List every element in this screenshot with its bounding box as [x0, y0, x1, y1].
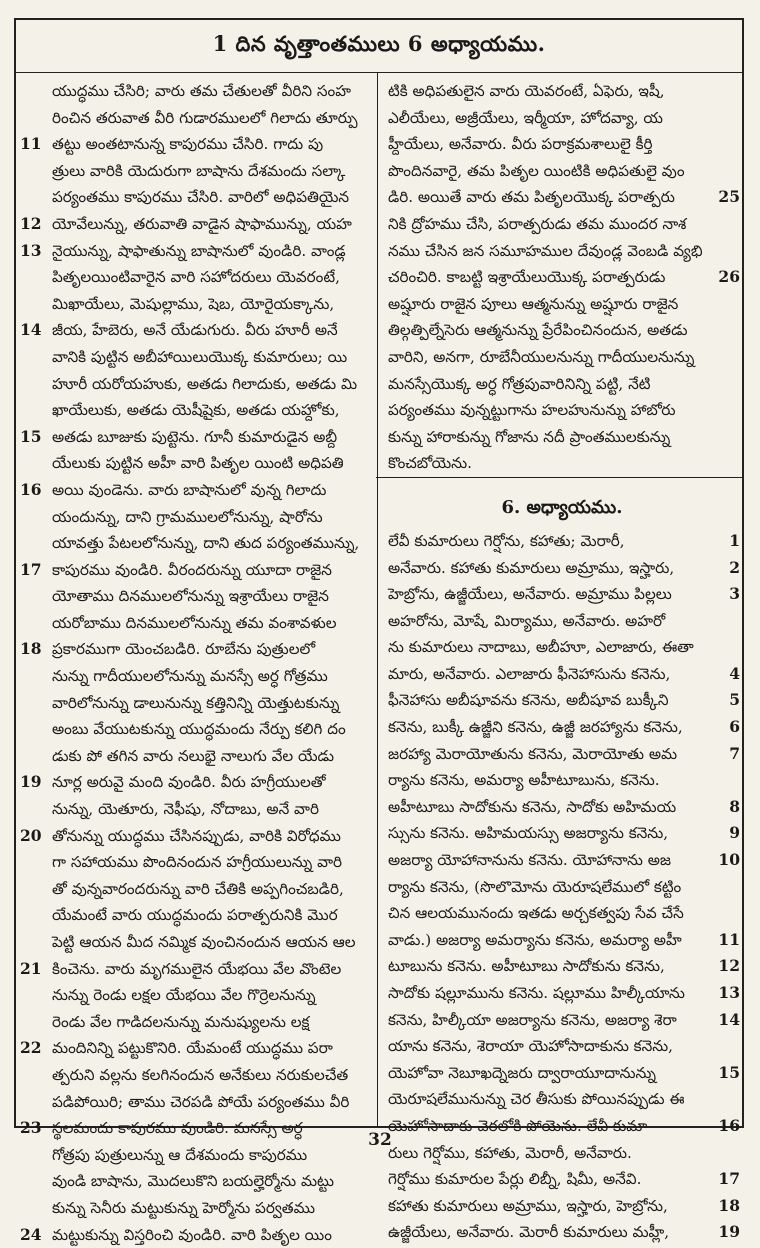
line-text: రులు గెర్షోము, కహాతు, మెరారీ, అనేవారు. [388, 1143, 632, 1162]
line-text: యెహోసాదాకు చెరలోకి పోయెను. లేవీ కుమా [388, 1116, 648, 1135]
text-line [18, 344, 374, 371]
text-line [18, 184, 374, 211]
verse-number: 9 [729, 823, 740, 843]
line-text: స్థలమందు కాపురము వుండిరి. మనస్సే అర్ధ [52, 1119, 303, 1138]
section-rule [376, 477, 742, 488]
line-text: అయి వుండెను. వారు బాషానులో వున్న గిలాదు [52, 480, 327, 499]
text-line [382, 211, 742, 238]
text-line [18, 450, 374, 477]
line-text: నున్ను రెండు లక్షల యేభయి వేల గొర్రెలనున్ను [52, 986, 316, 1005]
text-line [382, 953, 742, 980]
page-header [16, 20, 742, 73]
verse-number: 10 [718, 850, 740, 870]
verse-number: 7 [729, 743, 740, 763]
line-text: కించెను. వారు మృగములైన యేభయి వేల వొంటెల [52, 959, 342, 978]
text-line [18, 796, 374, 823]
page-number: 32 [368, 1130, 392, 1150]
verse-number: 26 [718, 267, 740, 287]
line-text: జీయ, హేబెరు, అనే యేడుగురు. వీరు హూరీ అనే [52, 321, 338, 340]
verse-number: 16 [20, 479, 42, 499]
line-text: హెబ్రోను, ఉజ్జీయేలు, అనేవారు. అమ్రాము పిల్లలు [388, 585, 672, 604]
line-text: గోత్రపు పుత్రులున్ను ఆ దేశమందు కాపురము [52, 1145, 308, 1164]
line-text: వారిని, అనగా, రూబేనీయులనున్ను గాదీయులనున్ను [388, 347, 695, 366]
verse-number: 18 [20, 639, 42, 659]
verse-number: 20 [20, 825, 42, 845]
line-text: నికి ద్రోహము చేసి, పరాత్పరుడు తమ ముందర నాశ [388, 214, 687, 233]
verse-number: 25 [718, 187, 740, 207]
line-text: హూరీ యరోయహుకు, అతడు గిలాదుకు, అతడు మి [52, 374, 358, 393]
verse-number: 2 [729, 557, 740, 577]
text-line [382, 371, 742, 398]
line-text: యాను కనెను, శెరాయా యెహోసాదాకును కనెను, [388, 1037, 673, 1056]
text-line [382, 1007, 742, 1034]
line-text: డుకు పో తగిన వారు నలుభై నాలుగు వేల యేడు [52, 746, 335, 765]
text-line [382, 1166, 742, 1193]
line-text: కొంచబోయెను. [388, 454, 472, 473]
line-text: యోతాము దినములలోనున్ను ఇశ్రాయేలు రాజైన [52, 587, 329, 606]
line-text: నము చేసిన జన సమూహముల దేవుండ్ల వెంబడి వ్యభి [388, 241, 703, 260]
line-text: కహాతు కుమారులు అమ్రాము, ఇస్హారు, హెబ్రోను, [388, 1196, 668, 1215]
text-line [18, 1035, 374, 1062]
line-text: మారు, అనేవారు. ఎలాజారు ఫీనెహాసును కనెను, [388, 664, 671, 683]
text-line [18, 158, 374, 185]
text-line [382, 424, 742, 451]
line-text: నున్ను, యెతూరు, నెఫీషు, నోదాబు, అనే వారి [52, 800, 319, 819]
line-text: యందున్ను, దాని గ్రామములలోనున్ను, షారోను [52, 507, 323, 526]
verse-number: 8 [729, 796, 740, 816]
line-text: యరోబాము దినములలోనున్ను తమ వంశావళుల [52, 613, 337, 632]
line-text: యెరూషలేమునున్ను చెర తీసుకు పోయినప్పుడు ఈ [388, 1090, 685, 1109]
verse-number: 12 [20, 213, 42, 233]
line-text: కనెను, హిల్కీయా అజర్యాను కనెను, అజర్యా శెరా [388, 1010, 677, 1029]
text-line [382, 105, 742, 132]
verse-number: 4 [729, 663, 740, 683]
text-line [382, 714, 742, 741]
line-text: నైయున్ను, షాఫాతున్ను బాషానులో వుండిరి. వాండ్ల [52, 241, 346, 260]
text-line [382, 131, 742, 158]
text-line [382, 1219, 742, 1246]
text-line [18, 1089, 374, 1116]
line-text: ప్రకారముగా యెంచబడిరి. రూబేను పుత్రులలో [52, 640, 316, 659]
line-text: యెహోవా నెబూఖద్నెజరు ద్వారాయూదానున్ను [388, 1063, 657, 1082]
text-line [382, 634, 742, 661]
line-text: యుద్ధము చేసిరి; వారు తమ చేతులతో వీరిని సంహ [52, 82, 351, 100]
text-line [382, 184, 742, 211]
text-line [382, 397, 742, 424]
text-line [382, 820, 742, 847]
text-line [382, 317, 742, 344]
text-line [18, 769, 374, 796]
text-line [18, 743, 374, 770]
line-text: యేమంటే వారు యుద్ధమందు పరాత్పరునికి మొర [52, 906, 338, 925]
text-line [382, 1086, 742, 1113]
line-text: పెట్టి ఆయన మీద నమ్మిక వుంచినందున ఆయన ఆల [52, 933, 356, 951]
line-text: నూర్ల అరువై మంది వుండిరి. వీరు హగ్రీయులతో [52, 773, 326, 792]
line-text: రించిన తరువాత వీరి గుడారములలో గిలాదు తూర్పు [52, 108, 358, 127]
line-text: మందినిన్ని పట్టుకొనిరి. యేమంటే యుద్ధము పరా [52, 1039, 333, 1058]
text-line [382, 661, 742, 688]
text-line [382, 78, 742, 105]
verse-number: 6 [729, 717, 740, 737]
text-line [18, 690, 374, 717]
line-text: కనెను, బుక్కీ ఉజ్జీని కనెను, ఉజ్జీ జరహ్యాను కనెను, [388, 718, 683, 737]
text-line [382, 741, 742, 768]
text-line [18, 716, 374, 743]
verse-number: 11 [718, 929, 740, 949]
verse-number: 5 [729, 690, 740, 710]
line-text: ను కుమారులు నాదాబు, అబీహూ, ఎలాజారు, ఈతా [388, 638, 694, 657]
line-text: త్పరుని వల్లను కలగినందున అనేకులు నరుకులచేత [52, 1065, 349, 1084]
text-line [382, 158, 742, 185]
line-text: తో వున్నవారందరున్ను వారి చేతికి అప్పగించబడిరి, [52, 879, 344, 898]
line-text: గా సహాయము పొందినందున హగ్రీయులున్ను వారి [52, 853, 342, 872]
text-line [18, 264, 374, 291]
chapter-heading: 6. అధ్యాయము. [501, 496, 623, 518]
line-text: వాడు.) అజర్యా అమర్యాను కనెను, అమర్యా అహీ [388, 930, 682, 949]
verse-number: 14 [718, 1009, 740, 1029]
line-text: వానికి పుట్టిన అబీహాయిలుయొక్క కుమారులు; యి [52, 347, 348, 366]
text-line [18, 1009, 374, 1036]
line-text: వారిలోనున్ను డాలునున్ను కత్తినిన్ని యెత్తుటకున్ను [52, 693, 340, 712]
text-line [382, 900, 742, 927]
line-text: పొందినవారై, తమ పితృల యింటికి అధిపతులై వుం [388, 161, 685, 180]
line-text: ర్యాను కనెను, (సొలొమోను యెరూషలేములో కట్టిం [388, 877, 682, 896]
text-line [18, 424, 374, 451]
line-text: కున్ను సెనీరు మట్టుకున్ను హెర్మోను పర్వతము [52, 1198, 315, 1217]
line-text: కాపురము వుండిరి. వీరందరున్ను యూదా రాజైన [52, 560, 332, 579]
text-line [18, 371, 374, 398]
text-line [382, 291, 742, 318]
verse-number: 19 [718, 1222, 740, 1242]
text-line [18, 504, 374, 531]
text-line [382, 528, 742, 555]
text-line [18, 131, 374, 158]
verse-number: 17 [20, 559, 42, 579]
verse-number: 17 [718, 1169, 740, 1189]
line-text: గెర్షోము కుమారుల పేర్లు లిబ్నీ, షిమీ, అనేవి. [388, 1170, 642, 1189]
line-text: లేవీ కుమారులు గెర్షోను, కహాతు; మెరారీ, [388, 531, 625, 550]
line-text: పర్యంతము వున్నట్టుగాను హలహునున్ను హాబోరు [388, 401, 676, 420]
text-line [18, 1168, 374, 1195]
line-text: తోనున్ను యుద్ధము చేసినప్పుడు, వారికి విరోధము [52, 826, 341, 845]
verse-number: 23 [20, 1118, 42, 1138]
line-text: అజర్యా యోహానానును కనెను. యోహానాను అజ [388, 851, 672, 870]
text-line [18, 956, 374, 983]
verse-number: 1 [729, 530, 740, 550]
text-line [382, 767, 742, 794]
text-line [382, 344, 742, 371]
verse-number: 3 [729, 584, 740, 604]
text-line [18, 317, 374, 344]
text-line [18, 929, 374, 956]
verse-number: 22 [20, 1038, 42, 1058]
line-text: ఎలీయేలు, అజ్రీయేలు, ఇర్మీయా, హోదవ్యా, య [388, 108, 663, 127]
text-line [18, 105, 374, 132]
column-divider [377, 72, 378, 1126]
text-line [18, 1062, 374, 1089]
text-line [382, 687, 742, 714]
text-line [382, 450, 742, 477]
text-line [18, 876, 374, 903]
line-text: వుండి బాషాను, మొదలుకొని బయల్హెర్మోను మట్టు [52, 1172, 335, 1191]
line-text: త్రులు వారికి యెదురుగా బాషాను దేశమందు సల్కా [52, 161, 346, 180]
text-line [18, 477, 374, 504]
line-text: తిల్గత్పిల్నేసెరు ఆత్మనున్ను ప్రేరేపించినందున, అతడు [388, 321, 688, 340]
line-text: యావత్తు పేటలలోనున్ను, దాని తుద పర్యంతమున్ను, [52, 534, 360, 553]
verse-number: 19 [20, 772, 42, 792]
text-line [382, 1033, 742, 1060]
line-text: నున్ను గాదీయులలోనున్ను మనస్సే అర్ధ గోత్రము [52, 667, 328, 686]
line-text: కున్ను హారాకున్ను గోజాను నదీ ప్రాంతములకున్ను [388, 427, 671, 446]
text-line [18, 823, 374, 850]
line-text: సాదోకు షల్లూమును కనెను. షల్లూము హిల్కీయాను [388, 984, 685, 1002]
verse-number: 16 [718, 1115, 740, 1135]
line-text: చరించిరి. కాబట్టి ఇశ్రాయేలుయొక్క పరాత్పరుడు [388, 268, 666, 287]
right-column [382, 78, 742, 1242]
text-line [18, 397, 374, 424]
text-line [382, 847, 742, 874]
text-line [382, 238, 742, 265]
line-text: అష్షూరు రాజైన పూలు ఆత్మనున్ను అష్షూరు రాజైన [388, 294, 679, 313]
text-line [18, 1195, 374, 1222]
chapter-5-continuation [382, 78, 742, 477]
line-text: యోవేలున్ను, తరువాతి వాడైన షాఫామున్ను, యహ [52, 214, 352, 233]
text-line [382, 555, 742, 582]
verse-number: 21 [20, 958, 42, 978]
text-line [18, 902, 374, 929]
text-line [382, 264, 742, 291]
verse-number: 15 [20, 426, 42, 446]
text-line [382, 980, 742, 1007]
line-text: అహరోను, మోషే, మిర్యాము, అనేవారు. అహరో [388, 611, 666, 630]
line-text: డిరి. అయితే వారు తమ పితృలయొక్క పరాత్పరు [388, 188, 675, 207]
line-text: యేలుకు పుట్టిన అహీ వారి పితృల యింటి అధిపతి [52, 454, 344, 473]
line-text: పడిపోయిరి; తాము చెరపడి పోయే పర్యంతము వీరి [52, 1092, 350, 1111]
line-text: చిన ఆలయమునందు ఇతడు అర్చకత్వపు సేవ చేసే [388, 904, 684, 923]
text-line [18, 211, 374, 238]
verse-number: 12 [718, 956, 740, 976]
text-line [382, 874, 742, 901]
line-text: ఉజ్జీయేలు, అనేవారు. మెరారీ కుమారులు మహ్లీ, [388, 1223, 670, 1242]
left-column [18, 78, 374, 1244]
text-line [18, 1222, 374, 1248]
verse-number: 11 [20, 134, 42, 154]
line-text: జరహ్యా మెరాయోతును కనెను, మెరాయోతు అమ [388, 744, 678, 763]
text-line [18, 849, 374, 876]
text-line [18, 663, 374, 690]
text-line [18, 238, 374, 265]
text-line [382, 608, 742, 635]
line-text: పర్యంతము కాపురము చేసిరి. వారిలో అధిపతియైన [52, 188, 350, 207]
line-text: హ్దీయేలు, అనేవారు. వీరు పరాక్రమశాలులై కీర్తి [388, 135, 653, 154]
line-text: రెండు వేల గాడిదలనున్ను మనుష్యులను లక్ష [52, 1012, 310, 1031]
line-text: ర్యాను కనెను, అమర్యా అహీటూబును, కనెను. [388, 771, 660, 790]
line-text: ఫీనెహాసు అబీషూవను కనెను, అబీషూవ బుక్కీని [388, 691, 669, 710]
text-line [382, 1060, 742, 1087]
line-text: టికి అధిపతులైన వారు యెవరంటే, ఏఫెరు, ఇషీ, [388, 82, 665, 100]
text-line [382, 1193, 742, 1220]
line-text: మిఖాయేలు, మెషుల్లాము, షెబ, యోరైయక్కాను, [52, 294, 335, 313]
verse-number: 18 [718, 1195, 740, 1215]
line-text: స్సును కనెను. అహిమయస్సు అజర్యాను కనెను, [388, 824, 669, 843]
text-line [18, 291, 374, 318]
line-text: టూబును కనెను. అహీటూబు సాదోకును కనెను, [388, 957, 665, 976]
text-line [18, 610, 374, 637]
verse-number: 14 [20, 320, 42, 340]
line-text: పితృలయింటివారైన వారి సహోదరులు యెవరంటే, [52, 268, 340, 287]
line-text: అనేవారు. కహాతు కుమారులు అమ్రాము, ఇస్హారు, [388, 558, 675, 577]
line-text: మనస్సేయొక్క అర్ధ గోత్రపువారినిన్ని పట్టి, నేటి [388, 374, 651, 393]
text-line [382, 794, 742, 821]
line-text: ఖాయేలుకు, అతడు యెషీషైకు, అతడు యహ్దోకు, [52, 401, 340, 420]
line-text: అహీటూబు సాదోకును కనెను, సాదోకు అహిమయ [388, 797, 677, 816]
text-line [18, 982, 374, 1009]
line-text: తట్టు అంతటానున్న కాపురము చేసిరి. గాదు పు [52, 135, 324, 154]
text-line [18, 583, 374, 610]
verse-number: 15 [718, 1062, 740, 1082]
running-title: 1 దిన వృత్తాంతములు 6 అధ్యాయము. [212, 30, 546, 56]
verse-number: 13 [20, 240, 42, 260]
text-line [18, 636, 374, 663]
text-line [18, 557, 374, 584]
text-line [18, 78, 374, 105]
line-text: అంబు వేయుటకున్ను యుద్ధమందు నేర్పు కలిగి దం [52, 720, 346, 739]
verse-number: 13 [718, 983, 740, 1002]
line-text: అతడు బూజుకు పుట్టెను. గూనీ కుమారుడైన అబ్దీ [52, 427, 338, 446]
text-line [382, 927, 742, 954]
text-line [382, 581, 742, 608]
text-line [18, 530, 374, 557]
verse-number: 24 [20, 1224, 42, 1244]
line-text: మట్టుకున్ను విస్తరించి వుండిరి. వారి పితృల యిం [52, 1225, 332, 1244]
